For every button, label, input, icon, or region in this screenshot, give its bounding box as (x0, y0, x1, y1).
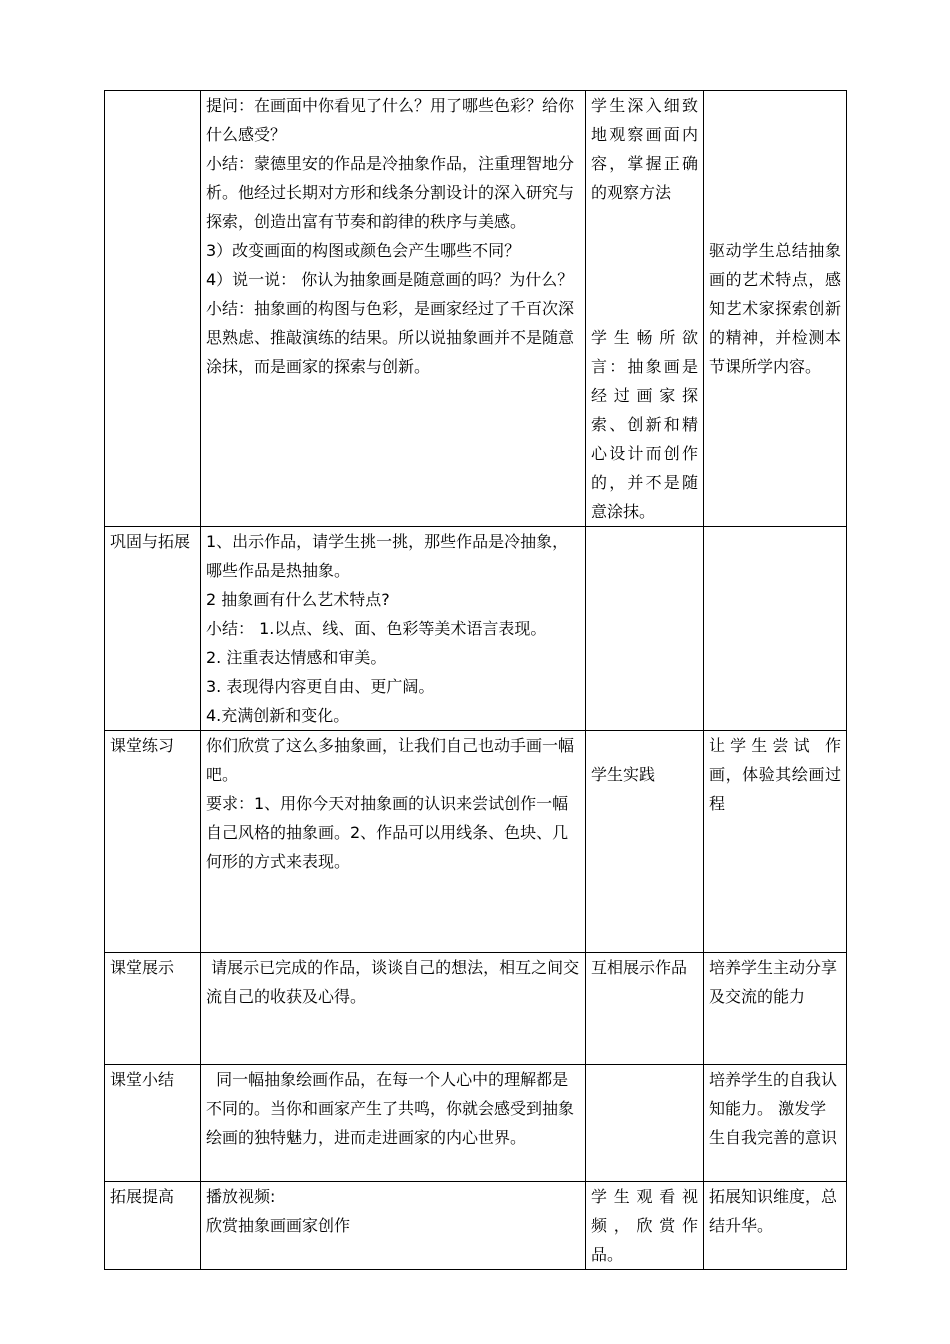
stage-label: 拓展提高 (110, 1187, 175, 1206)
student-activity-cell (586, 527, 704, 731)
student-text: 学生深入细致地观察画面内容，掌握正确的观察方法 (591, 96, 698, 202)
intent-text: 拓展知识维度，总结升华。 (709, 1187, 838, 1235)
student-text: 互相展示作品 (591, 958, 688, 977)
teacher-text: 3. 表现得内容更自由、更广阔。 (206, 677, 435, 696)
design-intent-cell (704, 731, 847, 953)
design-intent-cell (704, 527, 847, 731)
teacher-text: 2 抽象画有什么艺术特点? (206, 590, 390, 609)
design-intent-cell (704, 1182, 847, 1270)
stage-cell (105, 953, 201, 1065)
teacher-text: 小结：蒙德里安的作品是冷抽象作品，注重理智地分析。他经过长期对方形和线条分割设计的深入研究与探索，创造出富有节奏和韵律的秩序与美感。 (206, 154, 575, 231)
table-row (105, 527, 847, 731)
student-text: 学生实践 (591, 765, 656, 784)
student-text: 学生观看视频，欣赏作品。 (591, 1187, 698, 1264)
student-text: 学生畅所欲言：抽象画是经过画家探索、创新和精心设计而创作的，并不是随意涂抹。 (591, 328, 698, 521)
lesson-plan-table (104, 90, 847, 1270)
teacher-activity-cell (201, 91, 586, 527)
stage-label: 课堂小结 (110, 1070, 175, 1089)
stage-cell (105, 527, 201, 731)
student-activity-cell (586, 953, 704, 1065)
teacher-activity-cell (201, 527, 586, 731)
student-activity-cell (586, 1182, 704, 1270)
teacher-text: 2. 注重表达情感和审美。 (206, 648, 387, 667)
teacher-text: 你们欣赏了这么多抽象画，让我们自己也动手画一幅吧。 (206, 736, 575, 784)
teacher-text: 提问：在画面中你看见了什么？用了哪些色彩？给你什么感受？ (206, 96, 575, 144)
table-row (105, 953, 847, 1065)
teacher-text: 4.充满创新和变化。 (206, 706, 350, 725)
teacher-text: 播放视频: (206, 1187, 276, 1206)
stage-label: 巩固与拓展 (110, 532, 191, 551)
stage-cell (105, 1065, 201, 1182)
stage-cell (105, 91, 201, 527)
teacher-text: 小结： 1.以点、线、面、色彩等美术语言表现。 (206, 619, 547, 638)
student-activity-cell (586, 1065, 704, 1182)
design-intent-cell (704, 1065, 847, 1182)
student-activity-cell (586, 91, 704, 527)
table-row (105, 1065, 847, 1182)
student-activity-cell (586, 731, 704, 953)
teacher-text: 4）说一说： 你认为抽象画是随意画的吗？为什么？ (206, 270, 574, 289)
teacher-text: 同一幅抽象绘画作品，在每一个人心中的理解都是不同的。当你和画家产生了共鸣，你就会感受到抽象绘画的独特魅力，进而走进画家的内心世界。 (206, 1070, 575, 1147)
teacher-text: 3）改变画面的构图或颜色会产生哪些不同？ (206, 241, 521, 260)
teacher-text: 小结：抽象画的构图与色彩，是画家经过了千百次深思熟虑、推敲演练的结果。所以说抽象画并不是随意涂抹，而是画家的探索与创新。 (206, 299, 575, 376)
design-intent-cell (704, 91, 847, 527)
teacher-text: 要求：1、用你今天对抽象画的认识来尝试创作一幅自己风格的抽象画。2、作品可以用线条、色块、几何形的方式来表现。 (206, 794, 569, 871)
teacher-activity-cell (201, 1065, 586, 1182)
table-row (105, 731, 847, 953)
stage-label: 课堂练习 (110, 736, 175, 755)
design-intent-cell (704, 953, 847, 1065)
stage-label: 课堂展示 (110, 958, 175, 977)
intent-text: 培养学生主动分享及交流的能力 (709, 958, 838, 1006)
intent-text: 培养学生的自我认知能力。 激发学生自我完善的意识 (709, 1070, 838, 1147)
table-row (105, 1182, 847, 1270)
intent-text: 让学生尝试 作画，体验其绘画过程 (709, 736, 841, 813)
teacher-activity-cell (201, 953, 586, 1065)
intent-text: 驱动学生总结抽象画的艺术特点，感知艺术家探索创新的精神，并检测本节课所学内容。 (709, 241, 841, 376)
teacher-text: 请展示已完成的作品，谈谈自己的想法，相互之间交流自己的收获及心得。 (206, 958, 580, 1006)
teacher-text: 1、出示作品，请学生挑一挑，那些作品是冷抽象，哪些作品是热抽象。 (206, 532, 569, 580)
teacher-activity-cell (201, 731, 586, 953)
stage-cell (105, 1182, 201, 1270)
teacher-text: 欣赏抽象画画家创作 (206, 1216, 351, 1235)
teacher-activity-cell (201, 1182, 586, 1270)
stage-cell (105, 731, 201, 953)
table-row (105, 91, 847, 527)
